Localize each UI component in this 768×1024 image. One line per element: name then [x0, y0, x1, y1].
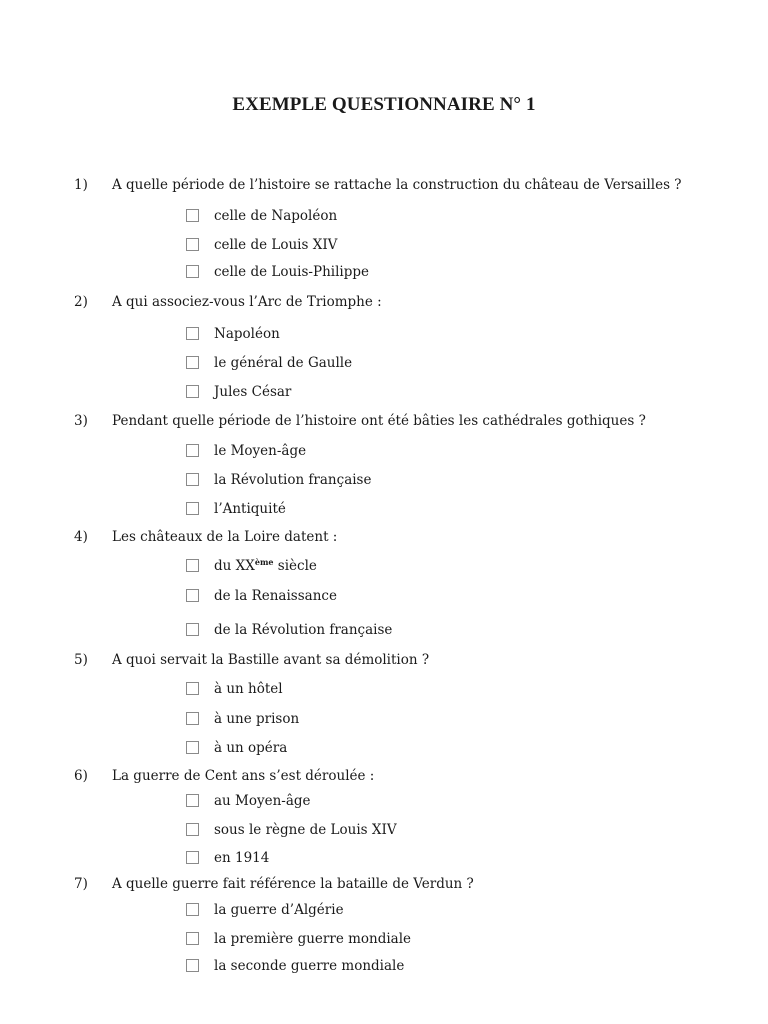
option-label	[214, 557, 317, 575]
checkbox[interactable]	[186, 823, 199, 836]
checkbox[interactable]	[186, 356, 199, 369]
option-label-text: du XX	[214, 558, 255, 574]
option-label: de la Révolution française	[214, 622, 393, 638]
question-text: Pendant quelle période de l’histoire ont été bâties les cathédrales gothiques ?	[112, 413, 646, 429]
option-label: la Révolution française	[214, 472, 372, 488]
checkbox[interactable]	[186, 623, 199, 636]
option-label: le Moyen-âge	[214, 443, 307, 459]
option-label: celle de Louis XIV	[214, 237, 338, 253]
question-number: 3)	[74, 413, 88, 429]
checkbox[interactable]	[186, 327, 199, 340]
checkbox[interactable]	[186, 209, 199, 222]
option-label: le général de Gaulle	[214, 355, 353, 371]
option-label: la guerre d’Algérie	[214, 902, 344, 918]
question-number: 5)	[74, 652, 88, 668]
question-text: La guerre de Cent ans s’est déroulée :	[112, 768, 375, 784]
question-text: A quelle période de l’histoire se rattache la construction du château de Versailles ?	[112, 177, 682, 193]
option-label-suffix: siècle	[273, 558, 317, 574]
question-text: A qui associez-vous l’Arc de Triomphe :	[112, 294, 382, 310]
question-number: 1)	[74, 177, 88, 193]
option-label: au Moyen-âge	[214, 793, 311, 809]
checkbox[interactable]	[186, 502, 199, 515]
option-label: la première guerre mondiale	[214, 931, 412, 947]
checkbox[interactable]	[186, 959, 199, 972]
option-label: à un hôtel	[214, 681, 283, 697]
question-number: 2)	[74, 294, 88, 310]
option-label: à un opéra	[214, 740, 288, 756]
option-label: celle de Louis-Philippe	[214, 264, 369, 280]
option-label: la seconde guerre mondiale	[214, 958, 405, 974]
checkbox[interactable]	[186, 932, 199, 945]
option-label: l’Antiquité	[214, 501, 286, 517]
checkbox[interactable]	[186, 903, 199, 916]
superscript: ème	[254, 557, 274, 567]
question-number: 7)	[74, 876, 88, 892]
question-text: Les châteaux de la Loire datent :	[112, 529, 338, 545]
question-number: 6)	[74, 768, 88, 784]
checkbox[interactable]	[186, 444, 199, 457]
page-title: EXEMPLE QUESTIONNAIRE N° 1	[232, 94, 536, 115]
checkbox[interactable]	[186, 265, 199, 278]
option-label: Jules César	[214, 384, 292, 400]
question-number: 4)	[74, 529, 88, 545]
option-label: de la Renaissance	[214, 588, 337, 604]
option-label: sous le règne de Louis XIV	[214, 822, 397, 838]
checkbox[interactable]	[186, 851, 199, 864]
checkbox[interactable]	[186, 712, 199, 725]
checkbox[interactable]	[186, 385, 199, 398]
checkbox[interactable]	[186, 473, 199, 486]
option-label: celle de Napoléon	[214, 208, 338, 224]
question-text: A quoi servait la Bastille avant sa démolition ?	[112, 652, 430, 668]
question-text: A quelle guerre fait référence la bataille de Verdun ?	[112, 876, 474, 892]
option-label: en 1914	[214, 850, 270, 866]
checkbox[interactable]	[186, 559, 199, 572]
checkbox[interactable]	[186, 682, 199, 695]
checkbox[interactable]	[186, 794, 199, 807]
option-label: Napoléon	[214, 326, 280, 342]
checkbox[interactable]	[186, 741, 199, 754]
option-label: à une prison	[214, 711, 300, 727]
checkbox[interactable]	[186, 238, 199, 251]
checkbox[interactable]	[186, 589, 199, 602]
